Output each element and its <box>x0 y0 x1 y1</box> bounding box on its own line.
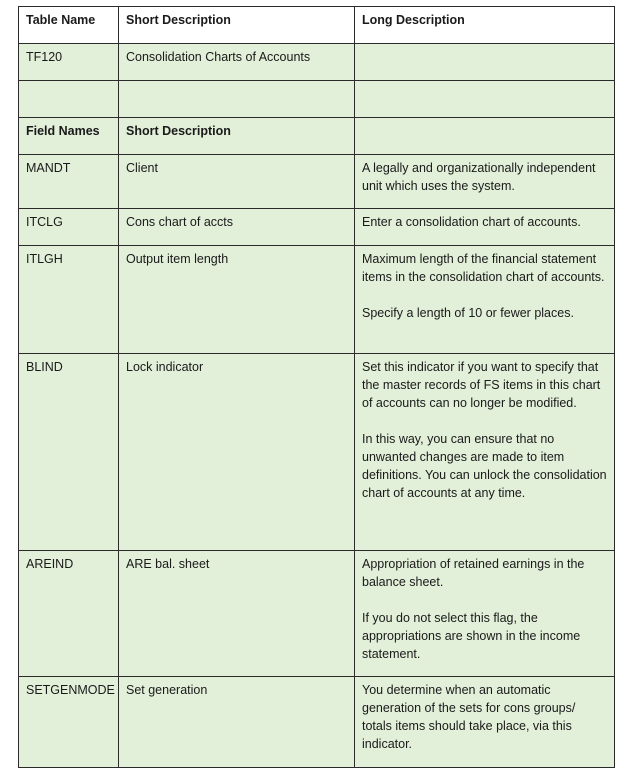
empty-cell <box>19 81 119 118</box>
field-long-cell <box>355 551 615 677</box>
table-row <box>19 246 615 354</box>
long-description-paragraph: Maximum length of the financial statement items in the consolidation chart of accounts. <box>362 252 605 284</box>
field-long-cell <box>355 209 615 246</box>
field-rows <box>19 155 615 768</box>
long-description-paragraph: Enter a consolidation chart of accounts. <box>362 215 581 229</box>
field-long-cell <box>355 246 615 354</box>
data-dictionary-table <box>18 6 615 768</box>
field-long-cell <box>355 155 615 209</box>
table-header-row <box>19 7 615 44</box>
field-name-cell: ITLGH <box>19 246 119 354</box>
field-short-cell: ARE bal. sheet <box>119 551 355 677</box>
long-description-paragraph: A legally and organizationally independent unit which uses the system. <box>362 161 596 193</box>
header-field-long-description <box>355 118 615 155</box>
header-field-names: Field Names <box>19 118 119 155</box>
table-short-cell: Consolidation Charts of Accounts <box>119 44 355 81</box>
header-table-name: Table Name <box>19 7 119 44</box>
table-long-cell <box>355 44 615 81</box>
empty-cell <box>355 81 615 118</box>
field-name-cell: ITCLG <box>19 209 119 246</box>
table-row <box>19 209 615 246</box>
empty-row <box>19 81 615 118</box>
field-short-cell: Lock indicator <box>119 354 355 551</box>
header-short-description: Short Description <box>119 7 355 44</box>
field-long-cell <box>355 354 615 551</box>
field-header-row <box>19 118 615 155</box>
field-name-cell: AREIND <box>19 551 119 677</box>
header-long-description: Long Description <box>355 7 615 44</box>
long-description-paragraph: Set this indicator if you want to specify that the master records of FS items in this chart of accounts can no longer be modified. <box>362 360 601 410</box>
table-name-cell: TF120 <box>19 44 119 81</box>
field-name-cell: BLIND <box>19 354 119 551</box>
document <box>18 6 615 768</box>
long-description-paragraph: You determine when an automatic generation of the sets for cons groups/ totals items should take place, via this indicator. <box>362 683 576 751</box>
table-row <box>19 551 615 677</box>
header-field-short-description: Short Description <box>119 118 355 155</box>
field-short-cell: Cons chart of accts <box>119 209 355 246</box>
field-name-cell: MANDT <box>19 155 119 209</box>
table-row <box>19 677 615 768</box>
field-name-cell: SETGENMODE <box>19 677 119 768</box>
long-description-paragraph: Appropriation of retained earnings in the balance sheet. <box>362 557 585 589</box>
table-row <box>19 155 615 209</box>
field-short-cell: Output item length <box>119 246 355 354</box>
table-row <box>19 354 615 551</box>
long-description-paragraph: In this way, you can ensure that no unwanted changes are made to item definitions. You can unlock the consolidation chart of accounts at any time. <box>362 432 607 500</box>
long-description-paragraph: If you do not select this flag, the appropriations are shown in the income statement. <box>362 611 581 661</box>
field-short-cell: Client <box>119 155 355 209</box>
field-short-cell: Set generation <box>119 677 355 768</box>
field-long-cell <box>355 677 615 768</box>
empty-cell <box>119 81 355 118</box>
table-row <box>19 44 615 81</box>
long-description-paragraph: Specify a length of 10 or fewer places. <box>362 306 574 320</box>
